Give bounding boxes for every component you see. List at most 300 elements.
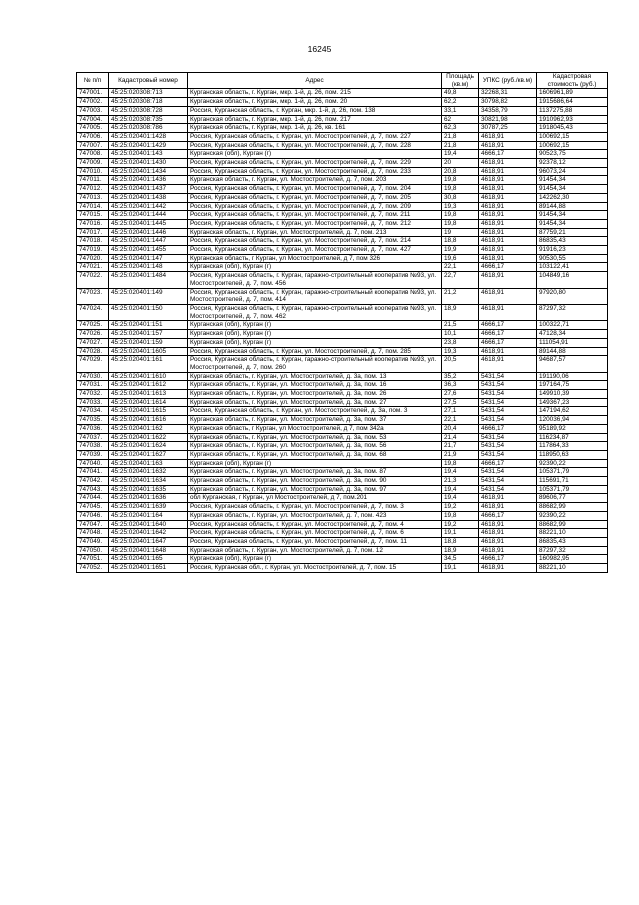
cell-area: 23,8 [442, 338, 479, 347]
table-row [77, 321, 608, 330]
table-row [77, 477, 608, 486]
cell-upks: 32268,31 [479, 89, 537, 98]
cell-cadastral-value: 92390,22 [537, 511, 608, 520]
cell-row-number: 747049. [77, 537, 109, 546]
cell-area: 22,1 [442, 263, 479, 272]
cell-cadastral-value: 116234,87 [537, 433, 608, 442]
cell-upks: 5431,54 [479, 477, 537, 486]
table-row [77, 503, 608, 512]
cell-upks: 4618,91 [479, 159, 537, 168]
cell-row-number: 747031. [77, 381, 109, 390]
cell-upks: 5431,54 [479, 468, 537, 477]
cell-area: 62,2 [442, 98, 479, 107]
cell-upks: 4618,91 [479, 288, 537, 304]
table-row [77, 98, 608, 107]
cell-area: 21,5 [442, 321, 479, 330]
cell-row-number: 747041. [77, 468, 109, 477]
cell-cadastral-number: 45:25:020401:150 [109, 304, 188, 320]
table-row [77, 228, 608, 237]
table-row [77, 338, 608, 347]
cell-row-number: 747038. [77, 442, 109, 451]
cell-cadastral-value: 91454,34 [537, 211, 608, 220]
cell-area: 21,7 [442, 442, 479, 451]
cell-address: обл Курганская, г Курган, ул Мостостроителей, д 7, пом.201 [188, 494, 442, 503]
cell-cadastral-value: 88221,10 [537, 564, 608, 573]
cell-area: 19,4 [442, 468, 479, 477]
cell-upks: 4618,91 [479, 193, 537, 202]
header-address: Адрес [188, 73, 442, 89]
table-row [77, 416, 608, 425]
cell-row-number: 747008. [77, 150, 109, 159]
cell-address: Россия, Курганская область, г. Курган, ул. Мостостроителей, д. 7, пом. 228 [188, 141, 442, 150]
cell-upks: 4618,91 [479, 132, 537, 141]
cell-upks: 4618,91 [479, 141, 537, 150]
cell-cadastral-number: 45:25:020401:1447 [109, 237, 188, 246]
table-row [77, 246, 608, 255]
cell-area: 21,9 [442, 450, 479, 459]
table-row [77, 288, 608, 304]
cell-row-number: 747014. [77, 202, 109, 211]
cell-area: 18,9 [442, 304, 479, 320]
cell-cadastral-number: 45:25:020401:148 [109, 263, 188, 272]
cell-address: Курганская область, г. Курган, ул. Мостостроителей, д. 7, пом. 213 [188, 228, 442, 237]
cell-area: 19,4 [442, 150, 479, 159]
cell-upks: 4618,91 [479, 202, 537, 211]
cell-cadastral-number: 45:25:020401:1616 [109, 416, 188, 425]
cell-upks: 4666,17 [479, 424, 537, 433]
cell-area: 19,9 [442, 246, 479, 255]
cell-cadastral-value: 1606961,89 [537, 89, 608, 98]
table-row [77, 132, 608, 141]
cell-area: 27,5 [442, 398, 479, 407]
cell-upks: 4666,17 [479, 338, 537, 347]
cell-area: 18,8 [442, 237, 479, 246]
cell-row-number: 747015. [77, 211, 109, 220]
cell-address: Россия, Курганская область, г. Курган, гаражно-строительный кооператив №93, ул. Мостостроителей, д. 7, пом. 260 [188, 356, 442, 372]
cell-cadastral-number: 45:25:020401:143 [109, 150, 188, 159]
cell-cadastral-number: 45:25:020401:149 [109, 288, 188, 304]
cell-upks: 4618,91 [479, 254, 537, 263]
cell-cadastral-value: 94687,57 [537, 356, 608, 372]
cell-upks: 30798,82 [479, 98, 537, 107]
cell-row-number: 747047. [77, 520, 109, 529]
cell-upks: 30787,25 [479, 124, 537, 133]
cell-address: Курганская область, г. Курган, ул. Мостостроителей, д. 3а, пом. 27 [188, 398, 442, 407]
cell-cadastral-number: 45:25:020401:1642 [109, 529, 188, 538]
cell-address: Курганская (обл), Курган (г) [188, 338, 442, 347]
page-number: 16245 [307, 44, 332, 54]
cell-row-number: 747023. [77, 288, 109, 304]
cell-cadastral-number: 45:25:020401:1437 [109, 185, 188, 194]
cell-upks: 5431,54 [479, 372, 537, 381]
cell-address: Курганская (обл), Курган (г) [188, 330, 442, 339]
cell-cadastral-value: 191190,06 [537, 372, 608, 381]
cell-address: Курганская область, г. Курган, ул. Мостостроителей, д. 7, пом. 12 [188, 546, 442, 555]
cell-row-number: 747030. [77, 372, 109, 381]
cell-cadastral-value: 86835,43 [537, 237, 608, 246]
cell-area: 19,8 [442, 219, 479, 228]
table-row [77, 546, 608, 555]
cell-cadastral-number: 45:25:020401:1634 [109, 477, 188, 486]
cell-address: Курганская (обл), Курган (г) [188, 459, 442, 468]
cell-row-number: 747001. [77, 89, 109, 98]
cell-upks: 4618,91 [479, 304, 537, 320]
cell-area: 19,8 [442, 185, 479, 194]
cell-cadastral-value: 149910,39 [537, 390, 608, 399]
header-number: № п/п [77, 73, 109, 89]
table-row [77, 106, 608, 115]
cell-area: 10,1 [442, 330, 479, 339]
cell-cadastral-value: 92378,12 [537, 159, 608, 168]
cell-upks: 4666,17 [479, 555, 537, 564]
cell-address: Курганская область, г. Курган, ул. Мостостроителей, д. 3а, пом. 16 [188, 381, 442, 390]
cell-address: Курганская (обл), Курган (г) [188, 263, 442, 272]
cell-cadastral-number: 45:25:020401:1632 [109, 468, 188, 477]
cell-row-number: 747052. [77, 564, 109, 573]
table-row [77, 407, 608, 416]
cell-area: 20,5 [442, 356, 479, 372]
table-row [77, 330, 608, 339]
cell-row-number: 747044. [77, 494, 109, 503]
cell-cadastral-number: 45:25:020401:1445 [109, 219, 188, 228]
table-header [77, 73, 608, 89]
cell-address: Курганская область, г. Курган, ул. Мостостроителей, д. 7, пом. 203 [188, 176, 442, 185]
cell-cadastral-value: 88682,99 [537, 503, 608, 512]
table-row [77, 537, 608, 546]
cell-row-number: 747051. [77, 555, 109, 564]
cell-upks: 4618,91 [479, 503, 537, 512]
cell-cadastral-number: 45:25:020401:1436 [109, 176, 188, 185]
cell-cadastral-number: 45:25:020401:1484 [109, 272, 188, 288]
cell-upks: 30821,98 [479, 115, 537, 124]
cell-address: Курганская область, г. Курган, мкр. 1-й, д. 26, пом. 215 [188, 89, 442, 98]
cell-upks: 5431,54 [479, 450, 537, 459]
cell-upks: 5431,54 [479, 381, 537, 390]
cell-cadastral-number: 45:25:020401:159 [109, 338, 188, 347]
cell-address: Россия, Курганская область, г. Курган, ул. Мостостроителей, д. 7, пом. 214 [188, 237, 442, 246]
table-row [77, 494, 608, 503]
cell-row-number: 747011. [77, 176, 109, 185]
cell-address: Курганская область, г. Курган, ул. Мостостроителей, д. 7, пом. 423 [188, 511, 442, 520]
cell-row-number: 747016. [77, 219, 109, 228]
cell-upks: 4666,17 [479, 263, 537, 272]
cell-upks: 5431,54 [479, 416, 537, 425]
cell-upks: 5431,54 [479, 390, 537, 399]
header-cadastral-number: Кадастровый номер [109, 73, 188, 89]
cell-cadastral-number: 45:25:020401:1438 [109, 193, 188, 202]
cell-cadastral-number: 45:25:020401:1651 [109, 564, 188, 573]
cell-address: Курганская область, г. Курган, ул. Мостостроителей, д. 3а, пом. 13 [188, 372, 442, 381]
cell-cadastral-number: 45:25:020401:157 [109, 330, 188, 339]
cadastral-table [76, 72, 608, 573]
header-row [77, 73, 608, 89]
cell-cadastral-number: 45:25:020401:147 [109, 254, 188, 263]
cell-area: 33,1 [442, 106, 479, 115]
cell-cadastral-value: 89144,88 [537, 202, 608, 211]
cell-area: 27,6 [442, 390, 479, 399]
cell-row-number: 747020. [77, 254, 109, 263]
cell-row-number: 747017. [77, 228, 109, 237]
cell-address: Курганская область, г. Курган, ул. Мостостроителей, д. 3а, пом. 26 [188, 390, 442, 399]
cell-address: Курганская область, г Курган, ул Мостостроителей, д 7, пом 342а [188, 424, 442, 433]
cell-row-number: 747002. [77, 98, 109, 107]
cell-upks: 5431,54 [479, 398, 537, 407]
cell-cadastral-value: 91454,34 [537, 176, 608, 185]
cell-upks: 4666,17 [479, 511, 537, 520]
cell-cadastral-value: 118950,63 [537, 450, 608, 459]
cell-cadastral-number: 45:25:020401:1434 [109, 167, 188, 176]
cell-row-number: 747033. [77, 398, 109, 407]
cell-area: 27,1 [442, 407, 479, 416]
cell-address: Курганская (обл), Курган (г) [188, 321, 442, 330]
cell-area: 21,4 [442, 433, 479, 442]
cell-cadastral-value: 97920,80 [537, 288, 608, 304]
cell-cadastral-value: 90530,55 [537, 254, 608, 263]
cell-area: 20,4 [442, 424, 479, 433]
cell-cadastral-number: 45:25:020401:1635 [109, 485, 188, 494]
cell-row-number: 747004. [77, 115, 109, 124]
cell-cadastral-number: 45:25:020401:1442 [109, 202, 188, 211]
cell-area: 19,4 [442, 485, 479, 494]
cell-address: Россия, Курганская область, г. Курган, ул. Мостостроителей, д. 7, пом. 209 [188, 202, 442, 211]
cell-address: Россия, Курганская область, г. Курган, гаражно-строительный кооператив №93, ул. Мостостроителей, д. 7, пом. 414 [188, 288, 442, 304]
cell-cadastral-number: 45:25:020401:1648 [109, 546, 188, 555]
cell-area: 19,1 [442, 564, 479, 573]
cell-cadastral-number: 45:25:020401:162 [109, 424, 188, 433]
cell-cadastral-value: 91454,34 [537, 219, 608, 228]
cell-row-number: 747034. [77, 407, 109, 416]
cell-address: Россия, Курганская обл., г. Курган, ул. Мостостроителей, д. 7, пом. 15 [188, 564, 442, 573]
cell-cadastral-value: 115691,71 [537, 477, 608, 486]
cell-row-number: 747027. [77, 338, 109, 347]
table-row [77, 555, 608, 564]
table-row [77, 511, 608, 520]
cell-cadastral-number: 45:25:020401:1428 [109, 132, 188, 141]
cell-cadastral-number: 45:25:020401:1446 [109, 228, 188, 237]
cell-address: Курганская область, г. Курган, ул. Мостостроителей, д. 3а, пом. 56 [188, 442, 442, 451]
cell-cadastral-value: 95189,92 [537, 424, 608, 433]
cell-cadastral-value: 111054,91 [537, 338, 608, 347]
table-row [77, 167, 608, 176]
cell-upks: 4618,91 [479, 228, 537, 237]
cell-cadastral-number: 45:25:020401:1640 [109, 520, 188, 529]
cell-row-number: 747048. [77, 529, 109, 538]
cell-cadastral-value: 89606,77 [537, 494, 608, 503]
cell-upks: 4618,91 [479, 537, 537, 546]
cell-row-number: 747006. [77, 132, 109, 141]
cell-address: Курганская область, г Курган, ул Мостостроителей, д 7, пом 326 [188, 254, 442, 263]
table-row [77, 237, 608, 246]
table-row [77, 468, 608, 477]
cell-cadastral-number: 45:25:020401:165 [109, 555, 188, 564]
header-upks: УПКС (руб./кв.м) [479, 73, 537, 89]
cell-row-number: 747040. [77, 459, 109, 468]
table-row [77, 89, 608, 98]
cell-cadastral-value: 96073,24 [537, 167, 608, 176]
cell-upks: 4618,91 [479, 546, 537, 555]
cell-area: 30,8 [442, 193, 479, 202]
cell-address: Курганская область, г. Курган, ул. Мостостроителей, д. 3а, пом. 53 [188, 433, 442, 442]
cell-area: 19,3 [442, 347, 479, 356]
cell-cadastral-number: 45:25:020308:786 [109, 124, 188, 133]
cell-area: 20 [442, 159, 479, 168]
cell-cadastral-number: 45:25:020401:164 [109, 511, 188, 520]
table-row [77, 150, 608, 159]
cell-cadastral-value: 1918045,43 [537, 124, 608, 133]
cell-area: 19,8 [442, 459, 479, 468]
cell-address: Россия, Курганская область, г. Курган, ул. Мостостроителей, д. 7, пом. 205 [188, 193, 442, 202]
cell-cadastral-number: 45:25:020401:1636 [109, 494, 188, 503]
table-row [77, 115, 608, 124]
cell-address: Курганская область, г. Курган, ул. Мостостроителей, д. 3а, пом. 87 [188, 468, 442, 477]
table-row [77, 272, 608, 288]
cell-upks: 4666,17 [479, 150, 537, 159]
cell-cadastral-value: 100692,15 [537, 141, 608, 150]
cell-upks: 4618,91 [479, 356, 537, 372]
cell-cadastral-value: 103122,41 [537, 263, 608, 272]
cell-area: 19,4 [442, 494, 479, 503]
table-row [77, 263, 608, 272]
cell-cadastral-number: 45:25:020401:1613 [109, 390, 188, 399]
cell-row-number: 747005. [77, 124, 109, 133]
cell-row-number: 747035. [77, 416, 109, 425]
cell-row-number: 747028. [77, 347, 109, 356]
cell-address: Курганская область, г. Курган, мкр. 1-й, д. 26, пом. 20 [188, 98, 442, 107]
cell-cadastral-value: 147194,62 [537, 407, 608, 416]
cell-row-number: 747009. [77, 159, 109, 168]
table-row [77, 529, 608, 538]
table-row [77, 159, 608, 168]
cell-row-number: 747029. [77, 356, 109, 372]
table-row [77, 433, 608, 442]
cell-area: 62,3 [442, 124, 479, 133]
cell-upks: 34358,79 [479, 106, 537, 115]
cell-address: Россия, Курганская область, г. Курган, гаражно-строительный кооператив №93, ул. Мостостроителей, д. 7, пом. 456 [188, 272, 442, 288]
cell-cadastral-value: 105371,79 [537, 485, 608, 494]
cell-cadastral-number: 45:25:020401:1429 [109, 141, 188, 150]
cell-address: Россия, Курганская область, г. Курган, ул. Мостостроителей, д. 7, пом. 227 [188, 132, 442, 141]
cell-area: 18,9 [442, 546, 479, 555]
cell-row-number: 747007. [77, 141, 109, 150]
cell-row-number: 747019. [77, 246, 109, 255]
cell-cadastral-value: 86835,43 [537, 537, 608, 546]
cell-upks: 4618,91 [479, 347, 537, 356]
cell-address: Россия, Курганская область, г. Курган, ул. Мостостроителей, д. 7, пом. 3 [188, 503, 442, 512]
cell-address: Курганская (обл), Курган (г) [188, 150, 442, 159]
cell-cadastral-value: 87297,32 [537, 304, 608, 320]
cell-area: 19,1 [442, 529, 479, 538]
header-area: Площадь (кв.м) [442, 73, 479, 89]
cell-upks: 4618,91 [479, 520, 537, 529]
cell-cadastral-number: 45:25:020401:1614 [109, 398, 188, 407]
cell-row-number: 747039. [77, 450, 109, 459]
cell-cadastral-number: 45:25:020401:161 [109, 356, 188, 372]
cell-address: Курганская (обл), Курган (г) [188, 555, 442, 564]
cell-cadastral-number: 45:25:020401:1639 [109, 503, 188, 512]
cell-row-number: 747046. [77, 511, 109, 520]
cell-area: 19,8 [442, 211, 479, 220]
table-row [77, 202, 608, 211]
table-row [77, 185, 608, 194]
table-row [77, 176, 608, 185]
cell-row-number: 747018. [77, 237, 109, 246]
cell-cadastral-number: 45:25:020401:1615 [109, 407, 188, 416]
cell-address: Россия, Курганская область, г. Курган, ул. Мостостроителей, д. 7, пом. 233 [188, 167, 442, 176]
cell-row-number: 747032. [77, 390, 109, 399]
cell-cadastral-value: 104849,16 [537, 272, 608, 288]
cell-area: 21,8 [442, 141, 479, 150]
table-row [77, 372, 608, 381]
cell-upks: 4666,17 [479, 321, 537, 330]
table-row [77, 485, 608, 494]
cell-cadastral-number: 45:25:020401:1444 [109, 211, 188, 220]
cell-area: 22,1 [442, 416, 479, 425]
cell-cadastral-number: 45:25:020308:713 [109, 89, 188, 98]
cell-cadastral-value: 142262,30 [537, 193, 608, 202]
cell-area: 20,8 [442, 167, 479, 176]
cell-row-number: 747026. [77, 330, 109, 339]
cell-area: 19,6 [442, 254, 479, 263]
cell-address: Россия, Курганская область, г. Курган, мкр. 1-й, д. 26, пом. 138 [188, 106, 442, 115]
cell-cadastral-number: 45:25:020401:1455 [109, 246, 188, 255]
cell-address: Курганская область, г. Курган, ул. Мостостроителей, д. 3а, пом. 90 [188, 477, 442, 486]
cell-cadastral-value: 100692,15 [537, 132, 608, 141]
cell-cadastral-value: 100322,71 [537, 321, 608, 330]
cell-row-number: 747003. [77, 106, 109, 115]
cell-cadastral-value: 91454,34 [537, 185, 608, 194]
cell-row-number: 747045. [77, 503, 109, 512]
table-row [77, 211, 608, 220]
cell-address: Россия, Курганская область, г. Курган, ул. Мостостроителей, д. 7, пом. 4 [188, 520, 442, 529]
cell-cadastral-value: 91916,23 [537, 246, 608, 255]
table-body [77, 89, 608, 572]
cell-row-number: 747025. [77, 321, 109, 330]
cell-cadastral-value: 88682,99 [537, 520, 608, 529]
cell-row-number: 747024. [77, 304, 109, 320]
cell-upks: 5431,54 [479, 407, 537, 416]
cell-cadastral-value: 87759,21 [537, 228, 608, 237]
table-row [77, 381, 608, 390]
cell-upks: 4618,91 [479, 211, 537, 220]
cell-address: Россия, Курганская область, г. Курган, гаражно-строительный кооператив №93, ул. Мостостроителей, д. 7, пом. 462 [188, 304, 442, 320]
cell-cadastral-number: 45:25:020401:163 [109, 459, 188, 468]
cell-cadastral-value: 105371,79 [537, 468, 608, 477]
cell-address: Россия, Курганская область, г. Курган, ул. Мостостроителей, д. 7, пом. 427 [188, 246, 442, 255]
cell-area: 19,2 [442, 503, 479, 512]
cell-row-number: 747012. [77, 185, 109, 194]
cell-row-number: 747043. [77, 485, 109, 494]
cell-cadastral-number: 45:25:020401:1430 [109, 159, 188, 168]
table-row [77, 219, 608, 228]
cell-cadastral-number: 45:25:020308:735 [109, 115, 188, 124]
table-row [77, 459, 608, 468]
cell-cadastral-value: 89144,88 [537, 347, 608, 356]
cell-cadastral-value: 160982,95 [537, 555, 608, 564]
cell-cadastral-value: 120036,94 [537, 416, 608, 425]
cell-cadastral-number: 45:25:020401:1622 [109, 433, 188, 442]
cell-area: 21,8 [442, 132, 479, 141]
cell-area: 19,3 [442, 202, 479, 211]
table-row [77, 254, 608, 263]
cell-row-number: 747022. [77, 272, 109, 288]
table-row [77, 520, 608, 529]
cell-row-number: 747010. [77, 167, 109, 176]
table-row [77, 390, 608, 399]
cell-row-number: 747037. [77, 433, 109, 442]
cell-cadastral-value: 87297,32 [537, 546, 608, 555]
cell-address: Курганская область, г. Курган, мкр. 1-й, д. 26, пом. 217 [188, 115, 442, 124]
cell-area: 62 [442, 115, 479, 124]
